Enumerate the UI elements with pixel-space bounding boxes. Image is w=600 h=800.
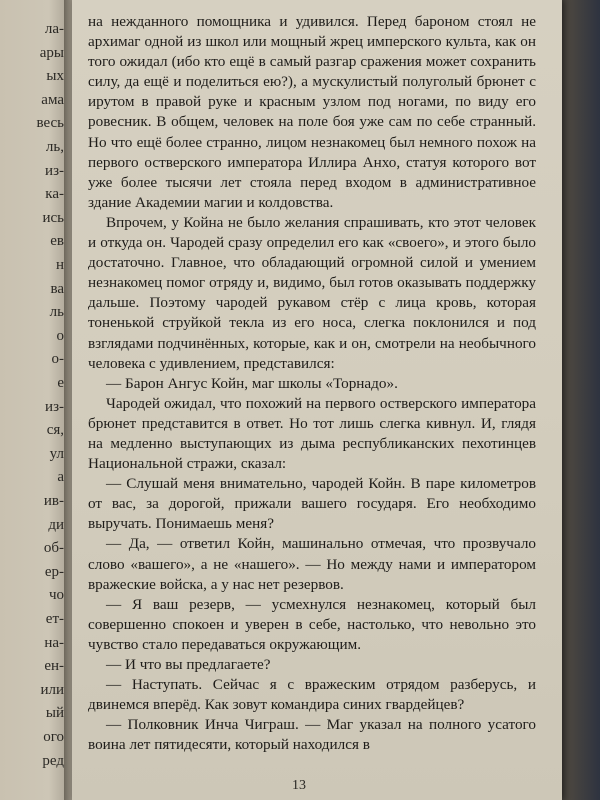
left-page-fragment: ары xyxy=(39,44,64,61)
paragraph-2: Впрочем, у Койна не было желания спрашивать, кто этот человек и откуда он. Чародей сразу определил его как «своего», и этого было достаточно. Главное, что обладающий огромной силой и умением незнакомец помог отряду и, видимо, был готов оказывать поддержку дальше. Поэтому чародей рукавом стёр с лица кровь, которая тоненькой струйкой текла из его носа, слегка поклонился и под взглядами подчинённых, которые, как и он, смотрели на необычного человека с удивлением, представился: xyxy=(88,213,536,372)
page-number: 13 xyxy=(292,778,306,793)
left-page-fragment: ого xyxy=(43,729,64,745)
left-page-fragment: ль xyxy=(49,304,64,321)
left-facing-page xyxy=(0,0,70,800)
left-page-fragment: ет- xyxy=(45,611,64,627)
left-page-fragment: ся, xyxy=(46,422,64,439)
left-page-fragment: ди xyxy=(48,516,64,533)
left-page-fragment: из- xyxy=(45,398,64,415)
left-page-fragment: чо xyxy=(48,587,64,604)
left-page-fragment: об- xyxy=(43,540,64,557)
left-page-fragment: е xyxy=(57,375,64,391)
paragraph-8: — И что вы предлагаете? xyxy=(106,656,271,673)
left-page-fragment: ив- xyxy=(43,493,64,509)
paragraph-7: — Я ваш резерв, — усмехнулся незнакомец, который был совершенно спокоен и уверен в себе, настолько, что невольно это чувство стало передаваться окружающим. xyxy=(88,595,536,653)
left-page-fragment: ама xyxy=(41,91,64,108)
left-page-fragment: ев xyxy=(50,233,64,250)
left-page-fragment: ый xyxy=(45,705,64,722)
left-page-fragment: или xyxy=(40,681,64,698)
paragraph-5: — Слушай меня внимательно, чародей Койн. В паре километров от вас, за дорогой, прижали вашего государя. Его необходимо выручать. Понимаешь меня? xyxy=(88,475,536,533)
left-page-fragment: о xyxy=(56,327,64,344)
paragraph-9: — Наступать. Сейчас я с вражеским отрядом разберусь, и двинемся вперёд. Как зовут командира синих гвардейцев? xyxy=(88,676,536,714)
book-page xyxy=(72,0,562,800)
left-page-fragment: а xyxy=(57,469,64,486)
paragraph-6: — Да, — ответил Койн, машинально отмечая, что прозвучало слово «вашего», а не «нашего». — Но между нами и императором вражеские войска, а у нас нет резервов. xyxy=(88,535,536,593)
left-page-fragment: ред xyxy=(42,752,64,769)
left-page-fragment: ер- xyxy=(44,563,64,580)
paragraph-10: — Полковник Инча Чиграш. — Маг указал на полного усатого воина лет пятидесяти, который находился в xyxy=(88,716,536,754)
left-page-fragment: на- xyxy=(44,634,64,651)
paragraph-1: на нежданного помощника и удивился. Перед бароном стоял не архимаг одной из школ или мощный жрец имперского культа, как он того ожидал (ибо кто ещё в самый разгар сражения может сохранить силу, да ещё и поделиться ею?), а мускулистый полуголый брюнет с ирутом в правой руке и красным узлом под ногами, по виду его ровесник. В общем, человек на поле боя уже сам по себе странный. Но что ещё более странно, лицом незнакомец был немного похож на первого остверского императора Иллира Анхо, статуя которого вот уже более тысячи лет стояла перед входом в административное здание Академии магии и колдовства. xyxy=(88,13,536,211)
left-page-fragment: ых xyxy=(46,68,64,85)
left-page-fragment: весь xyxy=(36,115,64,132)
paragraph-3: — Барон Ангус Койн, маг школы «Торнадо». xyxy=(106,374,398,392)
left-page-fragment: ись xyxy=(42,209,64,226)
left-page-fragment: из- xyxy=(45,162,64,179)
left-page-fragment: ва xyxy=(50,280,64,297)
left-page-fragment: о- xyxy=(51,351,64,368)
left-page-fragment: н xyxy=(55,257,64,273)
left-page-fragment: ль, xyxy=(45,139,64,155)
left-page-fragment: ен- xyxy=(44,658,64,675)
left-page-fragment: ла- xyxy=(44,21,64,37)
paragraph-4: Чародей ожидал, что похожий на первого остверского императора брюнет представится в ответ. Но тот лишь слегка кивнул. И, глядя на медленно выступающих из дыма республиканских пехотинцев Национальной стражи, сказал: xyxy=(88,394,536,473)
left-page-fragment: ка- xyxy=(45,186,64,203)
page-text xyxy=(88,12,536,755)
left-page-fragment: ул xyxy=(49,445,64,462)
